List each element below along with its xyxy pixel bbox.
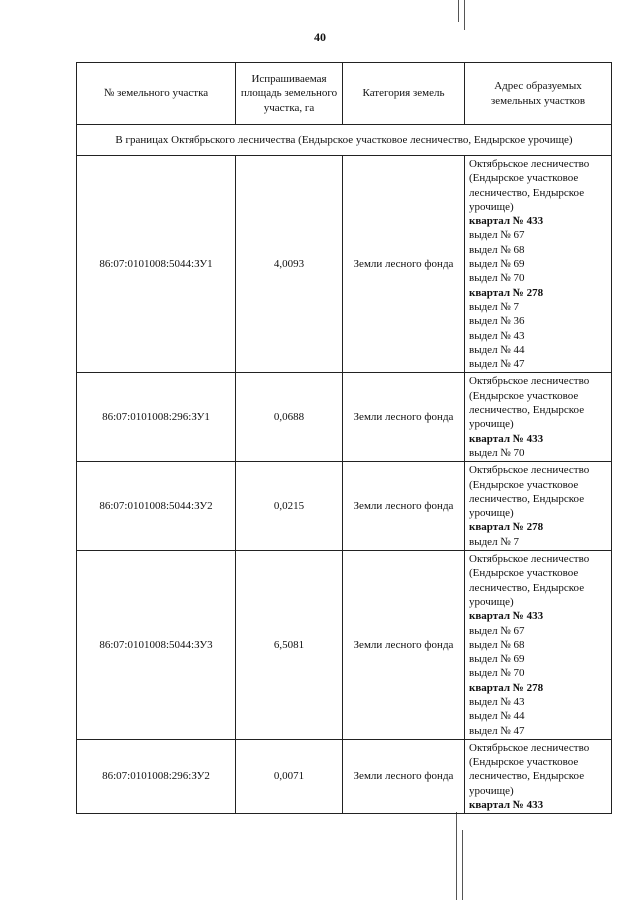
plot-category-cell: Земли лесного фонда: [343, 739, 465, 813]
scan-mark: [456, 812, 457, 900]
scan-mark: [462, 830, 463, 900]
address-line: выдел № 44: [469, 343, 525, 356]
address-line: выдел № 69: [469, 653, 525, 666]
header-category: Категория земель: [343, 63, 465, 125]
table-row: [77, 551, 612, 740]
header-area: Испрашиваемая площадь земельного участка, га: [236, 63, 343, 125]
plot-address-cell: [465, 156, 612, 373]
address-line: выдел № 70: [469, 272, 525, 285]
address-line: Октябрьское лесничество (Ендырское участковое лесничество, Ендырское урочище): [469, 375, 590, 431]
plot-area-cell: 6,5081: [236, 551, 343, 740]
plot-address-cell: [465, 551, 612, 740]
plot-area-cell: 0,0688: [236, 373, 343, 462]
address-quarter: квартал № 278: [469, 681, 544, 694]
plot-category-cell: Земли лесного фонда: [343, 551, 465, 740]
plot-category-cell: Земли лесного фонда: [343, 156, 465, 373]
header-address: Адрес образуемых земельных участков: [465, 63, 612, 125]
table-row: [77, 156, 612, 373]
address-line: выдел № 44: [469, 710, 525, 723]
address-line: Октябрьское лесничество (Ендырское участковое лесничество, Ендырское урочище): [469, 158, 590, 213]
plot-number-cell: 86:07:0101008:5044:ЗУ2: [77, 462, 236, 551]
section-title: В границах Октябрьского лесничества (Ендырское участковое лесничество, Ендырское урочище): [77, 125, 612, 156]
address-line: выдел № 69: [469, 258, 525, 271]
header-number: № земельного участка: [77, 63, 236, 125]
plot-address-cell: [465, 462, 612, 551]
table-body: [77, 125, 612, 814]
plot-number-cell: 86:07:0101008:5044:ЗУ1: [77, 156, 236, 373]
plot-area-cell: 0,0071: [236, 739, 343, 813]
table-row: [77, 739, 612, 813]
address-line: Октябрьское лесничество (Ендырское участковое лесничество, Ендырское урочище): [469, 464, 590, 520]
address-line: выдел № 43: [469, 695, 525, 708]
table-row: [77, 462, 612, 551]
address-line: Октябрьское лесничество (Ендырское участковое лесничество, Ендырское урочище): [469, 553, 590, 608]
plot-number-cell: 86:07:0101008:5044:ЗУ3: [77, 551, 236, 740]
address-line: выдел № 70: [469, 446, 525, 459]
address-quarter: квартал № 278: [469, 286, 544, 299]
scan-mark: [464, 0, 465, 30]
address-line: выдел № 7: [469, 300, 520, 313]
plot-number-cell: 86:07:0101008:296:ЗУ1: [77, 373, 236, 462]
address-line: выдел № 7: [469, 535, 520, 548]
plot-category-cell: Земли лесного фонда: [343, 373, 465, 462]
plot-area-cell: 0,0215: [236, 462, 343, 551]
address-line: выдел № 43: [469, 329, 525, 342]
address-line: выдел № 67: [469, 624, 525, 637]
address-line: выдел № 68: [469, 638, 525, 651]
page-number: 40: [314, 30, 326, 44]
scan-mark: [458, 0, 459, 22]
address-line: выдел № 47: [469, 724, 525, 737]
address-line: выдел № 70: [469, 667, 525, 680]
land-plots-table: [76, 62, 612, 814]
plot-area-cell: 4,0093: [236, 156, 343, 373]
table-row: [77, 373, 612, 462]
address-line: выдел № 67: [469, 229, 525, 242]
section-row: [77, 125, 612, 156]
address-line: Октябрьское лесничество (Ендырское участковое лесничество, Ендырское урочище): [469, 741, 590, 797]
address-quarter: квартал № 433: [469, 610, 544, 623]
address-line: выдел № 68: [469, 243, 525, 256]
address-line: выдел № 47: [469, 358, 525, 371]
plot-address-cell: [465, 739, 612, 813]
address-line: выдел № 36: [469, 315, 525, 328]
plot-number-cell: 86:07:0101008:296:ЗУ2: [77, 739, 236, 813]
address-quarter: квартал № 433: [469, 215, 544, 228]
address-quarter: квартал № 433: [469, 432, 544, 445]
address-quarter: квартал № 433: [469, 799, 544, 812]
plot-category-cell: Земли лесного фонда: [343, 462, 465, 551]
address-quarter: квартал № 278: [469, 521, 544, 534]
plot-address-cell: [465, 373, 612, 462]
table-header-row: [77, 63, 612, 125]
